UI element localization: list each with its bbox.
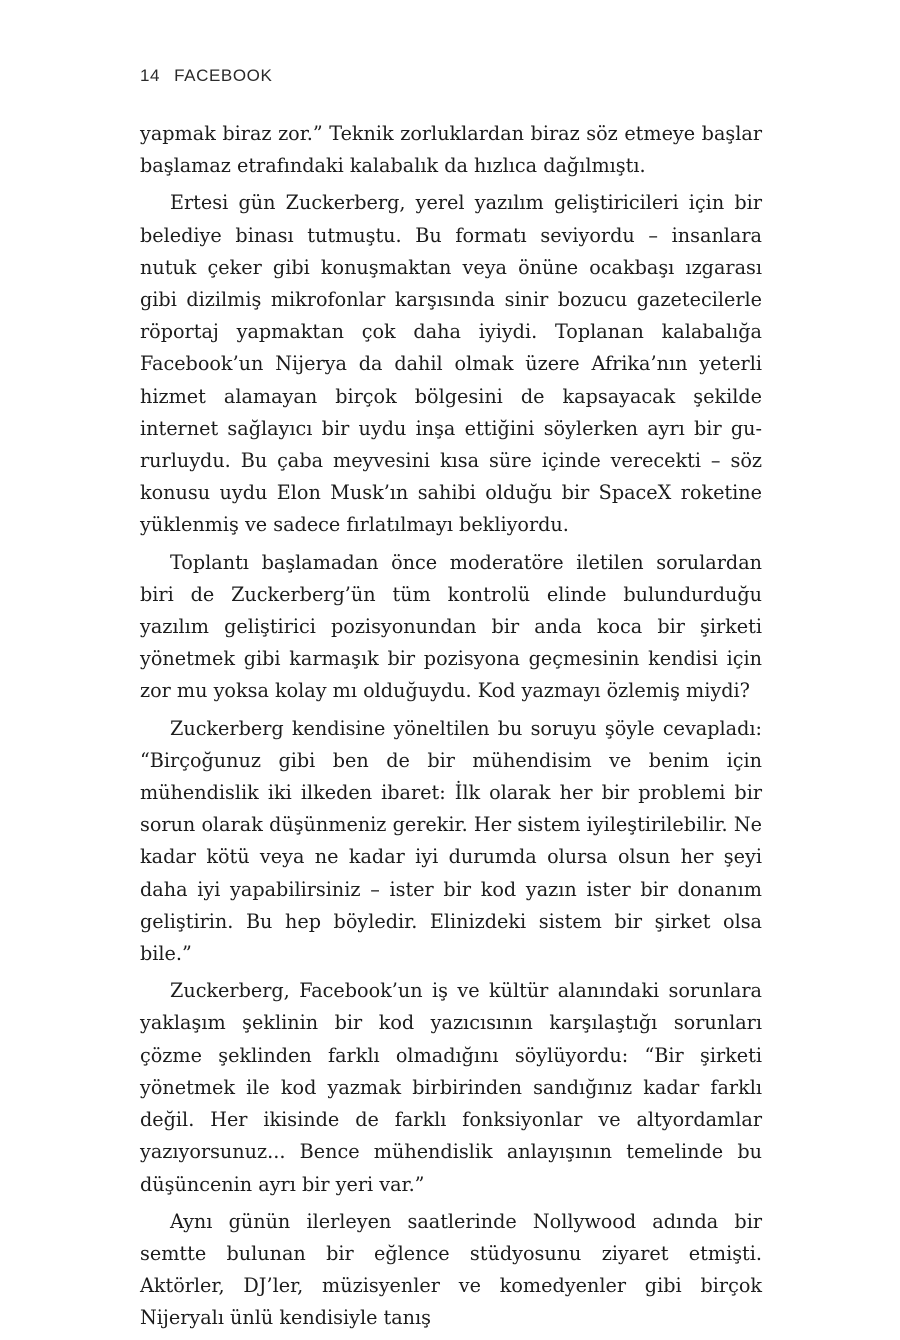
paragraph-2: Ertesi gün Zuckerberg, yerel yazılım geliştiricileri için bir belediye binası tutmuştu. Bu formatı seviyordu – insanlara nutuk çeker gibi konuşmaktan veya önüne ocakbaşı ızgarası gibi dizilmiş mikrofonlar karşısında sinir bozucu gazetecilerle röportaj yapmaktan çok daha iyiydi. Toplanan kalabalığa Facebook’un Nijerya da dahil olmak üzere Afrika’nın yeterli hizmet alamayan birçok bölgesini de kapsayacak şekilde internet sağlayıcı bir uydu inşa ettiğini söylerken ayrı bir gururluydu. Bu çaba meyvesini kısa süre içinde verecekti – söz konusu uydu Elon Musk’ın sahibi olduğu bir SpaceX roketine yüklenmiş ve sadece fırlatılmayı bekliyordu. xyxy=(140,191,762,537)
paragraph-4: Zuckerberg kendisine yöneltilen bu soruyu şöyle cevapladı: “Birçoğunuz gibi ben de bir mühendisim ve benim için mühendislik iki ilkeden ibaret: İlk olarak her bir problemi bir sorun olarak düşünmeniz gerekir. Her sistem iyileştirilebilir. Ne kadar kötü veya ne kadar iyi durumda olursa olsun her şeyi daha iyi yapabilirsiniz – ister bir kod yazın ister bir donanım geliştirin. Bu hep böyledir. Elinizdeki sistem bir şirket olsa bile.” xyxy=(140,716,762,966)
running-header xyxy=(140,66,272,86)
paragraph-1: yapmak biraz zor.” Teknik zorluklardan biraz söz etmeye başlar başlamaz etrafındaki kalabalık da hızlıca dağılmıştı. xyxy=(140,122,762,178)
paragraph-6: Aynı günün ilerleyen saatlerinde Nollywood adında bir semtte bulunan bir eğlence stüdyosunu ziyaret etmişti. Aktörler, DJ’ler, müzisyenler ve komedyenler gibi birçok Nijeryalı ünlü kendisiyle tanış xyxy=(140,1209,762,1330)
page-number: 14 xyxy=(140,66,161,85)
paragraph-3: Toplantı başlamadan önce moderatöre iletilen sorulardan biri de Zuckerberg’ün tüm kontrolü elinde bulundurduğu yazılım geliştirici pozisyonundan bir anda koca bir şirketi yönetmek gibi karmaşık bir pozisyona geçmesinin kendisi için zor mu yoksa kolay mı olduğuydu. Kod yazmayı özlemiş miydi? xyxy=(140,550,762,703)
paragraph-5: Zuckerberg, Facebook’un iş ve kültür alanındaki sorunlara yaklaşım şeklinin bir kod yazıcısının karşılaştığı sorunları çözme şeklinden farklı olmadığını söylüyordu: “Bir şirketi yönetmek ile kod yazmak birbirinden sandığınız kadar farklı değil. Her ikisinde de farklı fonksiyonlar ve altyordamlar yazıyorsunuz... Bence mühendislik anlayışının temelinde bu düşüncenin ayrı bir yeri var.” xyxy=(140,979,762,1196)
body-text xyxy=(140,118,762,1340)
running-title: FACEBOOK xyxy=(174,66,273,85)
